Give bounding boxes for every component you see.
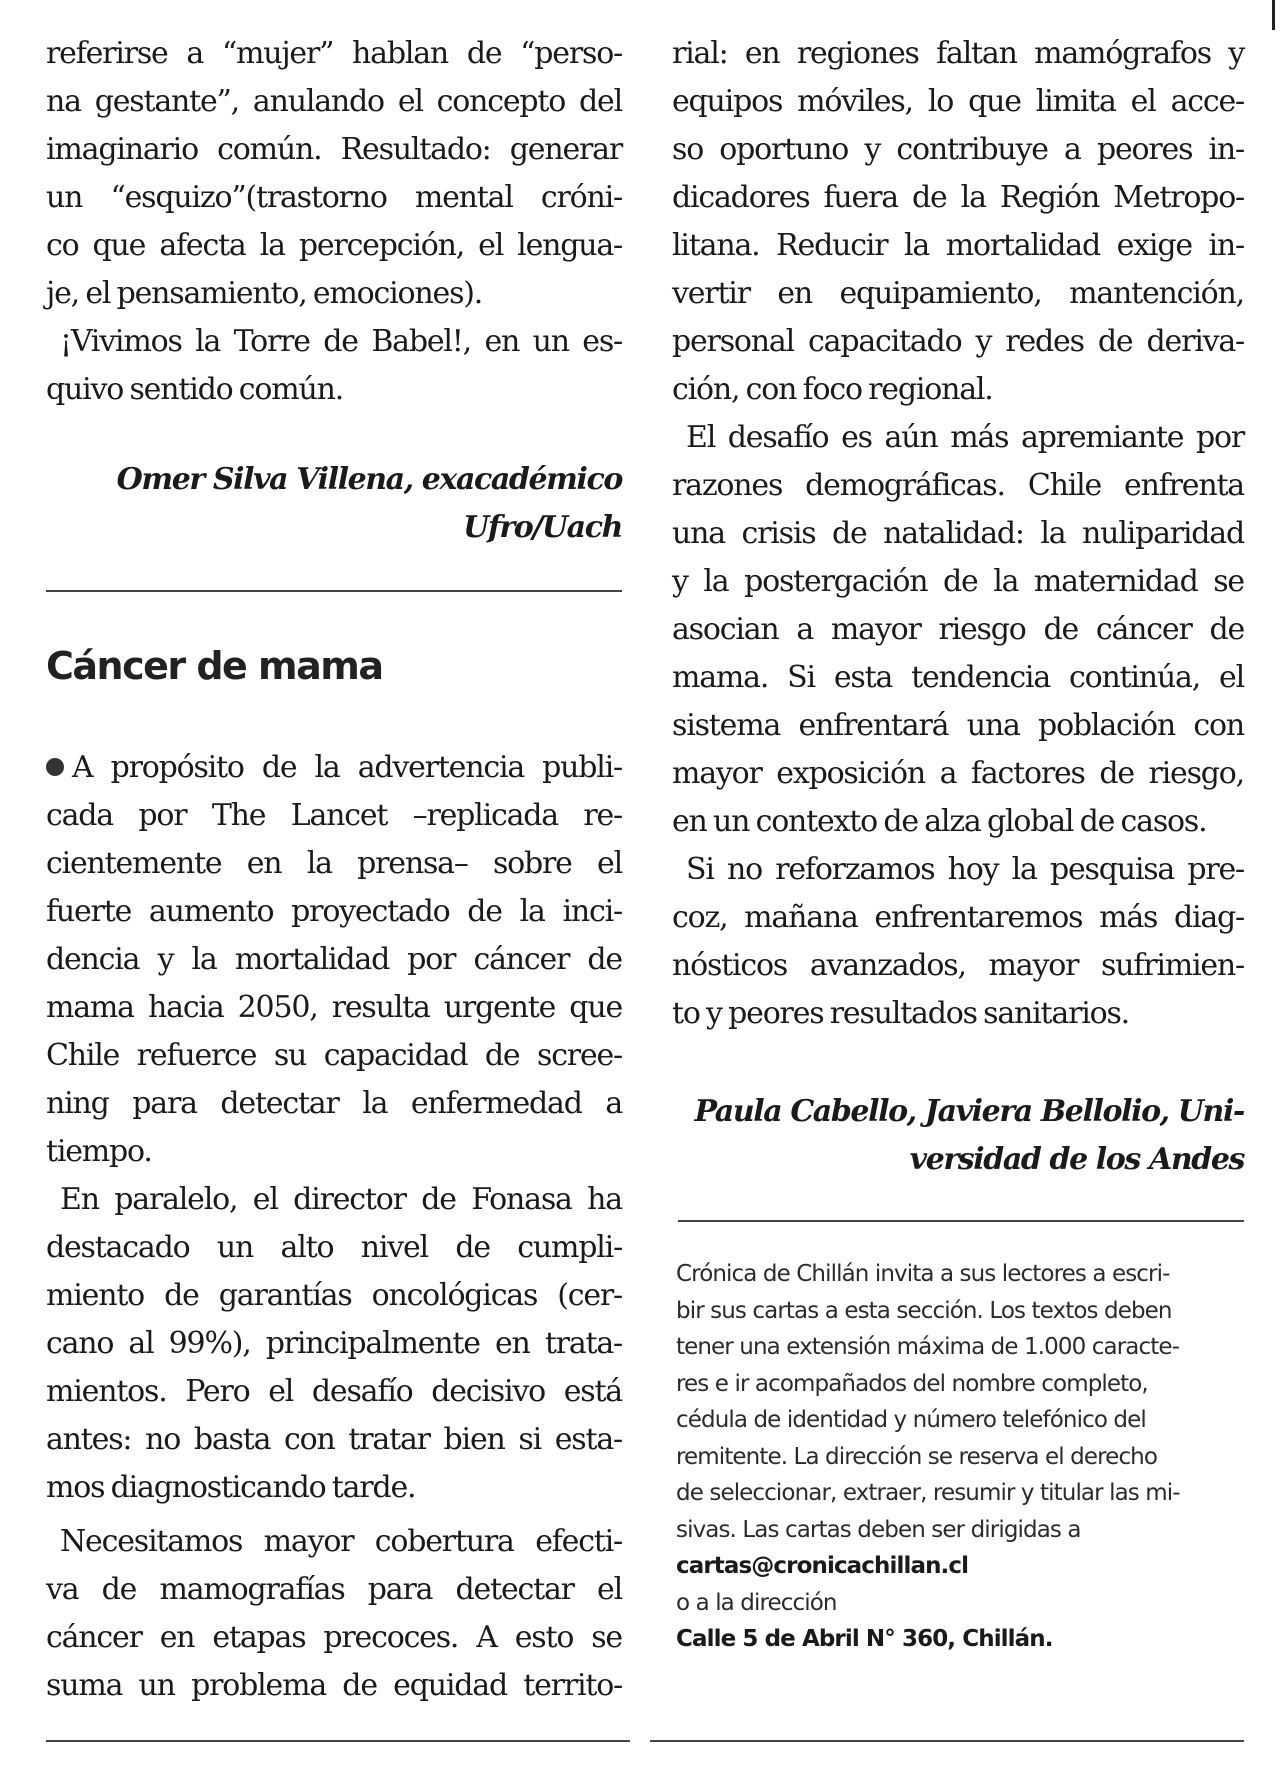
signature-line: Ufro/Uach xyxy=(463,510,622,545)
bullet-icon xyxy=(46,758,64,776)
letter2-para3-cont xyxy=(672,30,1244,414)
text-line: razones demográficas. Chile enfrenta xyxy=(672,468,1244,503)
text-line: miento de garantías oncológicas (cer- xyxy=(46,1278,622,1313)
text-line: mama. Si esta tendencia continúa, el xyxy=(672,660,1244,695)
letter2-para2 xyxy=(46,1176,622,1512)
notice-email-link[interactable]: cartas@cronicachillan.cl xyxy=(676,1553,969,1579)
text-line: dencia y la mortalidad por cáncer de xyxy=(46,942,622,977)
text-line: mayor exposición a factores de riesgo, xyxy=(672,756,1244,791)
text-line: na gestante”, anulando el concepto del xyxy=(46,84,622,119)
section-divider xyxy=(678,1220,1244,1222)
text-line: referirse a “mujer” hablan de “perso- xyxy=(46,36,622,71)
text-line: quivo sentido común. xyxy=(46,372,344,407)
text-line: cano al 99%), principalmente en trata- xyxy=(46,1326,622,1361)
text-line: nósticos avanzados, mayor sufrimien- xyxy=(672,948,1244,983)
letter2-para5 xyxy=(672,846,1244,1038)
text-line: ¡Vivimos la Torre de Babel!, en un es- xyxy=(60,324,622,359)
text-line: coz, mañana enfrentaremos más diag- xyxy=(672,900,1244,935)
text-line: va de mamografías para detectar el xyxy=(46,1572,622,1607)
text-line: Chile refuerce su capacidad de scree- xyxy=(46,1038,622,1073)
text-line: suma un problema de equidad territo- xyxy=(46,1668,622,1703)
text-line: equipos móviles, lo que limita el acce- xyxy=(672,84,1244,119)
text-line: to y peores resultados sanitarios. xyxy=(672,996,1129,1031)
notice-line: Crónica de Chillán invita a sus lectores a escri- xyxy=(676,1261,1170,1287)
text-line: en un contexto de alza global de casos. xyxy=(672,804,1207,839)
letter2-para1 xyxy=(46,744,622,1176)
notice-line: bir sus cartas a esta sección. Los textos deben xyxy=(676,1297,1172,1324)
notice-line: remitente. La dirección se reserva el derecho xyxy=(676,1443,1158,1470)
text-line: una crisis de natalidad: la nuliparidad xyxy=(672,516,1244,551)
text-line: co que afecta la percepción, el lengua- xyxy=(46,228,622,263)
bottom-rule-left xyxy=(46,1740,630,1742)
text-line: cáncer en etapas precoces. A esto se xyxy=(46,1620,622,1655)
text-line: sistema enfrentará una población con xyxy=(672,708,1244,743)
text-line: rial: en regiones faltan mamógrafos y xyxy=(672,36,1244,71)
text-line: dicadores fuera de la Región Metropo- xyxy=(672,180,1244,215)
notice-line: cédula de identidad y número telefónico del xyxy=(676,1407,1146,1433)
text-line: cada por The Lancet –replicada re- xyxy=(46,798,622,833)
submission-notice xyxy=(676,1256,1244,1658)
text-line: Si no reforzamos hoy la pesquisa pre- xyxy=(686,852,1244,887)
text-line: El desafío es aún más apremiante por xyxy=(686,420,1244,455)
signature-line: versidad de los Andes xyxy=(909,1142,1244,1177)
notice-line: res e ir acompañados del nombre completo, xyxy=(676,1370,1148,1397)
text-line: litana. Reducir la mortalidad exige in- xyxy=(672,228,1244,263)
text-line: cientemente en la prensa– sobre el xyxy=(46,846,622,881)
text-line: so oportuno y contribuye a peores in- xyxy=(672,132,1244,167)
letter2-signature xyxy=(672,1088,1244,1184)
letter2-headline: Cáncer de mama xyxy=(46,644,383,688)
section-divider xyxy=(46,590,622,592)
signature-line: Paula Cabello, Javiera Bellolio, Uni- xyxy=(694,1094,1244,1129)
text-line: En paralelo, el director de Fonasa ha xyxy=(60,1182,622,1217)
text-line: asocian a mayor riesgo de cáncer de xyxy=(672,612,1244,647)
text-line: je, el pensamiento, emociones). xyxy=(46,276,483,311)
text-line: mama hacia 2050, resulta urgente que xyxy=(46,990,622,1025)
text-line: imaginario común. Resultado: generar xyxy=(46,132,622,167)
letter2-para3 xyxy=(46,1518,622,1710)
text-line: ción, con foco regional. xyxy=(672,372,993,407)
text-line: mos diagnosticando tarde. xyxy=(46,1470,416,1505)
column-divider-rule xyxy=(1272,0,1275,30)
text-line: ning para detectar la enfermedad a xyxy=(46,1086,622,1121)
text-line: mientos. Pero el desafío decisivo está xyxy=(46,1374,622,1409)
notice-line: sivas. Las cartas deben ser dirigidas a xyxy=(676,1516,1081,1543)
text-line: Necesitamos mayor cobertura efecti- xyxy=(60,1524,622,1559)
letter1-continuation xyxy=(46,30,622,318)
notice-line: tener una extensión máxima de 1.000 caracte- xyxy=(676,1334,1179,1360)
letter1-signature xyxy=(46,456,622,552)
text-line: personal capacitado y redes de deriva- xyxy=(672,324,1244,359)
text-line: y la postergación de la maternidad se xyxy=(672,564,1244,599)
signature-line: Omer Silva Villena, exacadémico xyxy=(116,462,622,497)
notice-line: de seleccionar, extraer, resumir y titular las mi- xyxy=(676,1480,1180,1506)
text-line xyxy=(46,744,622,792)
text-span: A propósito de la advertencia publi- xyxy=(72,750,622,785)
bottom-rule-right xyxy=(650,1740,1244,1742)
text-line: tiempo. xyxy=(46,1134,152,1169)
text-line: fuerte aumento proyectado de la inci- xyxy=(46,894,622,929)
letter2-para4 xyxy=(672,414,1244,846)
text-line: un “esquizo”(trastorno mental cróni- xyxy=(46,180,622,215)
text-line: vertir en equipamiento, mantención, xyxy=(672,276,1244,311)
text-line: destacado un alto nivel de cumpli- xyxy=(46,1230,622,1265)
text-line: antes: no basta con tratar bien si esta- xyxy=(46,1422,622,1457)
notice-address: Calle 5 de Abril N° 360, Chillán. xyxy=(676,1626,1053,1652)
notice-line: o a la dirección xyxy=(676,1589,837,1616)
letter1-closing xyxy=(46,318,622,414)
